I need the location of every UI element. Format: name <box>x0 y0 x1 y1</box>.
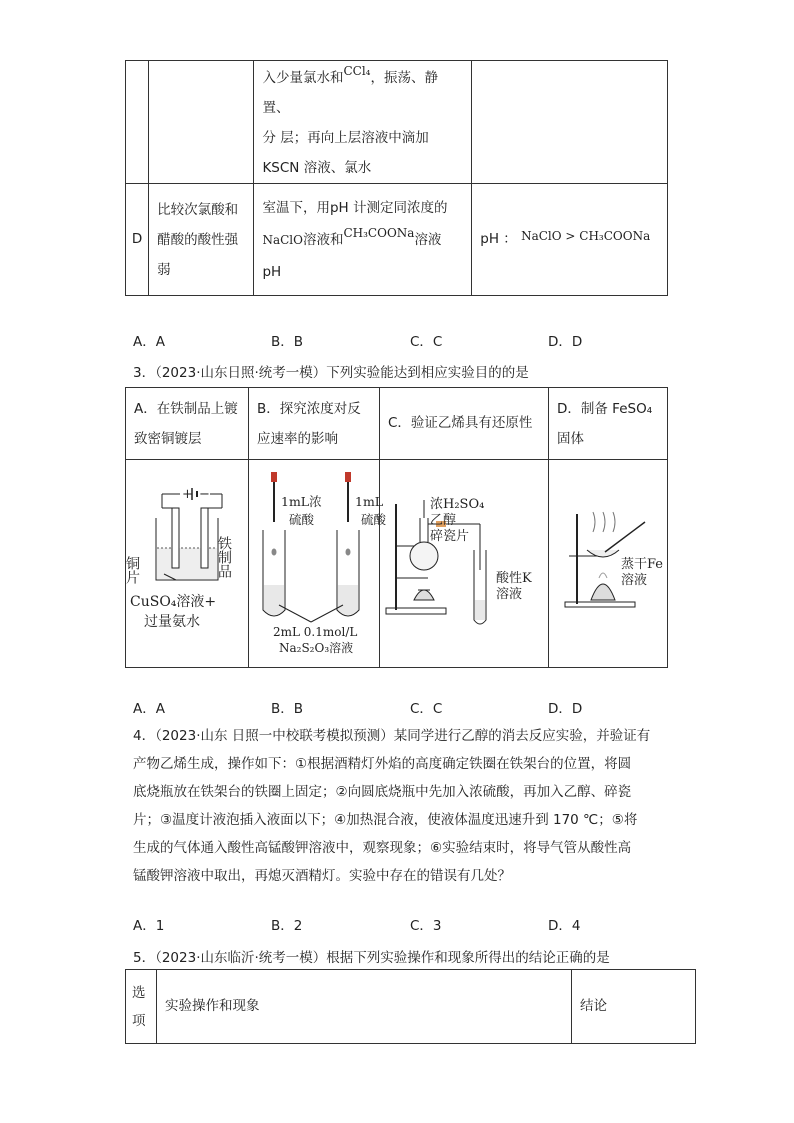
stem-line: 产物乙烯生成，操作如下：①根据酒精灯外焰的高度确定铁圈在铁架台的位置，将圆 <box>133 756 632 772</box>
q5-table <box>125 969 696 1044</box>
result-colon: ： <box>503 231 517 248</box>
procedure-cell <box>254 61 472 184</box>
left-acid-label-2: 硫酸 <box>289 512 315 527</box>
svg-text:−: − <box>199 487 210 502</box>
procedure-text: pH <box>262 263 282 280</box>
result-expression: NaClO > CH₃COONa <box>521 229 651 244</box>
kmno4-label-2: 溶液 <box>496 587 523 602</box>
figure-b-cell <box>249 460 387 668</box>
header-conclusion: 结论 <box>572 970 696 1044</box>
right-acid-label-1: 1mL <box>355 494 384 509</box>
header-operation: 实验操作和现象 <box>157 970 572 1044</box>
solution-label-2: Na₂S₂O₃溶液 <box>279 641 354 655</box>
ethylene-apparatus-diagram <box>380 460 548 656</box>
procedure-cell <box>254 184 472 296</box>
stem-line: 生成的气体通入酸性高锰酸钾溶液中，观察现象；⑥实验结束时，将导气管从酸性高 <box>133 840 632 856</box>
stem-line: 锰酸钾溶液中取出，再熄灭酒精灯。实验中存在的错误有几处？ <box>133 868 511 884</box>
naclo-formula: NaClO <box>262 232 303 247</box>
ethanol-label: 乙醇 <box>430 513 457 528</box>
choice-a[interactable]: A．A <box>133 701 165 717</box>
choice-c[interactable]: C．3 <box>410 918 442 934</box>
header-option-char: 项 <box>132 1012 146 1029</box>
choice-b[interactable]: B．2 <box>271 918 303 934</box>
ccl4-formula: CCl₄ <box>343 64 371 78</box>
choice-b[interactable]: B．B <box>271 334 304 350</box>
svg-text:+: + <box>182 487 193 502</box>
question-4-stem <box>133 722 663 890</box>
header-b: B．探究浓度对反应速率的影响 <box>249 388 380 460</box>
q3-table <box>125 387 668 668</box>
choice-d[interactable]: D．4 <box>548 918 581 934</box>
choice-d[interactable]: D．D <box>548 701 583 717</box>
question-5-stem: 5．（2023·山东临沂·统考一模）根据下列实验操作和现象所得出的结论正确的是 <box>133 950 610 966</box>
stem-line: 4．（2023·山东 日照一中校联考模拟预测）某同学进行乙醇的消去反应实验，并验证有 <box>133 728 651 744</box>
kmno4-label-1: 酸性K <box>496 571 532 586</box>
electroplating-diagram <box>126 460 248 656</box>
header-a: A．在铁制品上镀致密铜镀层 <box>126 388 249 460</box>
solution-label-1: 2mL 0.1mol/L <box>273 625 358 639</box>
procedure-text: ，振荡、静置、 <box>262 70 438 116</box>
header-d <box>549 388 668 460</box>
question-3-stem: 3．（2023·山东日照·统考一模）下列实验能达到相应实验目的的是 <box>133 365 529 381</box>
result-cell <box>472 61 668 184</box>
procedure-text: 溶液 <box>414 231 442 248</box>
choice-c[interactable]: C．C <box>410 334 443 350</box>
table-row <box>126 61 668 184</box>
right-acid-label-2: 硫酸 <box>361 512 387 527</box>
stem-line: 底烧瓶放在铁架台的铁圈上固定；②向圆底烧瓶中先加入浓硫酸，再加入乙醇、碎瓷 <box>133 784 632 800</box>
copper-label: 铜片 <box>124 556 140 584</box>
choice-b[interactable]: B．B <box>271 701 304 717</box>
table-row <box>126 184 668 296</box>
result-ph: pH <box>480 231 499 248</box>
choice-a[interactable]: A．A <box>133 334 165 350</box>
procedure-text: 溶液和 <box>302 231 344 248</box>
acid-label: 浓H₂SO₄ <box>430 497 485 512</box>
table-row <box>126 460 668 668</box>
procedure-text: 入少量氯水和 <box>262 70 344 86</box>
result-cell <box>472 184 668 296</box>
header-option-char: 选 <box>132 984 146 1001</box>
table-row <box>126 970 696 1044</box>
choice-c[interactable]: C．C <box>410 701 443 717</box>
purpose-cell: 比较次氯酸和醋酸的酸性强弱 <box>149 184 254 296</box>
choice-a[interactable]: A．1 <box>133 918 165 934</box>
evaporation-diagram <box>549 460 667 656</box>
figure-c-cell <box>380 460 549 668</box>
iron-label: 铁制品 <box>216 536 232 578</box>
procedure-text: 室温下，用pH 计测定同浓度的 <box>262 199 448 216</box>
figure-a-cell <box>126 460 249 668</box>
stem-line: 片；③温度计液泡插入液面以下；④加热混合液，使液体温度迅速升到 170 ℃；⑤将 <box>133 812 638 828</box>
left-acid-label-1: 1mL浓 <box>281 494 322 509</box>
option-cell: D <box>126 184 149 296</box>
choice-d[interactable]: D．D <box>548 334 583 350</box>
solution-label-2: 过量氨水 <box>144 614 200 630</box>
q2-table <box>125 60 668 296</box>
ch3coona-formula: CH₃COONa <box>343 225 415 240</box>
porcelain-label: 碎瓷片 <box>430 529 470 544</box>
solution-label: 溶液 <box>621 573 648 588</box>
option-cell <box>126 61 149 184</box>
test-tubes-diagram <box>249 460 387 656</box>
purpose-cell <box>149 61 254 184</box>
solution-label-1: CuSO₄溶液+ <box>130 594 217 610</box>
procedure-text: KSCN 溶液、氯水 <box>262 160 372 176</box>
header-c: C．验证乙烯具有还原性 <box>380 388 549 460</box>
table-row <box>126 388 668 460</box>
procedure-text: 分 层；再向上层溶液中滴加 <box>262 130 429 146</box>
header-option <box>126 970 157 1044</box>
evaporate-label: 蒸干Fe <box>621 557 664 572</box>
figure-d-cell <box>549 460 668 668</box>
header-d-text: D．制备 FeSO₄ 固体 <box>557 400 653 447</box>
